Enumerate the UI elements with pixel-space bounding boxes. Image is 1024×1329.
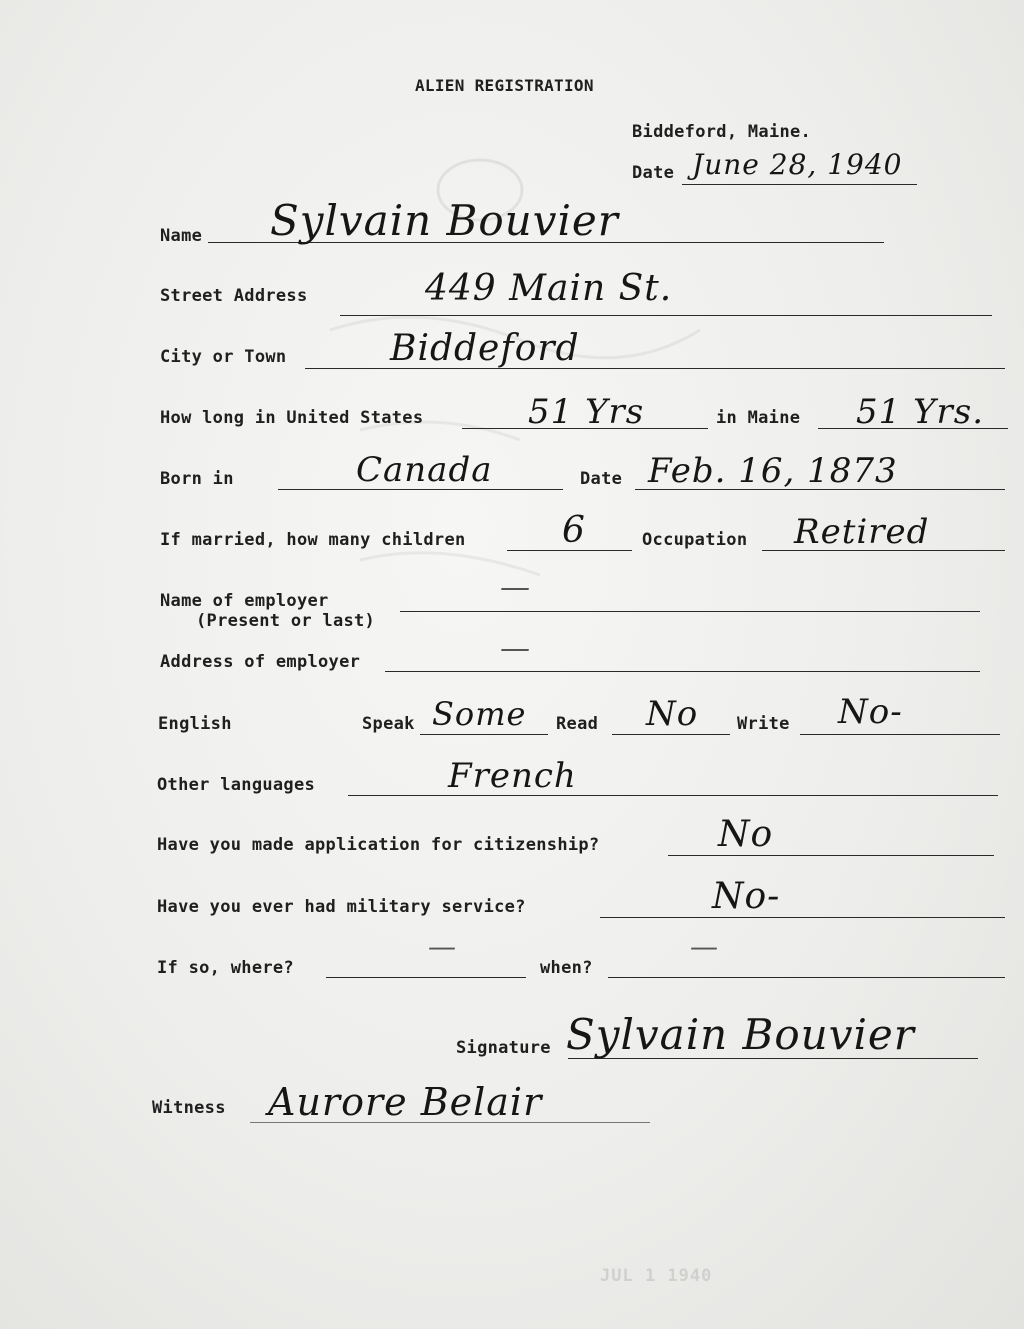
city-header: Biddeford, Maine. [632, 122, 812, 142]
where-entry: — [428, 930, 457, 963]
occupation-entry: Retired [794, 512, 930, 552]
children-entry: 6 [562, 510, 586, 551]
speak-entry: Some [432, 695, 527, 733]
read-entry: No [646, 694, 699, 734]
street-address-entry: 449 Main St. [425, 268, 673, 309]
employer-address-line [385, 671, 980, 672]
street-address-line [340, 315, 992, 316]
street-address-label: Street Address [160, 286, 308, 306]
english-label: English [158, 714, 232, 734]
employer-name-label: Name of employer [160, 591, 329, 611]
when-label: when? [540, 958, 593, 978]
city-or-town-label: City or Town [160, 347, 287, 367]
citizenship-entry: No [718, 814, 774, 855]
born-date-entry: Feb. 16, 1873 [648, 451, 898, 491]
occupation-label: Occupation [642, 530, 748, 550]
date-line [682, 184, 917, 185]
where-line [326, 977, 526, 978]
military-line [600, 917, 1005, 918]
date-entry: June 28, 1940 [692, 148, 903, 181]
born-in-label: Born in [160, 469, 234, 489]
witness-entry: Aurore Belair [268, 1080, 543, 1124]
read-label: Read [556, 714, 599, 734]
write-line [800, 734, 1000, 735]
military-label: Have you ever had military service? [157, 897, 526, 917]
other-languages-label: Other languages [157, 775, 316, 795]
years-us-entry: 51 Yrs [528, 392, 645, 432]
children-label: If married, how many children [160, 530, 466, 550]
born-date-label: Date [580, 469, 623, 489]
signature-label: Signature [456, 1038, 551, 1058]
years-maine-entry: 51 Yrs. [856, 392, 985, 432]
employer-name-line [400, 611, 980, 612]
name-label: Name [160, 226, 203, 246]
write-entry: No- [838, 692, 903, 732]
citizenship-line [668, 855, 994, 856]
when-line [608, 977, 1005, 978]
speak-line [420, 734, 548, 735]
city-or-town-entry: Biddeford [390, 328, 580, 369]
name-entry: Sylvain Bouvier [270, 196, 619, 245]
citizenship-label: Have you made application for citizenship? [157, 835, 600, 855]
employer-name-sublabel: (Present or last) [196, 611, 376, 631]
born-in-entry: Canada [356, 450, 493, 490]
employer-address-label: Address of employer [160, 652, 361, 672]
form-title: ALIEN REGISTRATION [415, 76, 594, 95]
write-label: Write [737, 714, 790, 734]
witness-label: Witness [152, 1098, 226, 1118]
other-languages-entry: French [448, 756, 577, 796]
when-entry: — [690, 930, 719, 963]
how-long-us-label: How long in United States [160, 408, 424, 428]
military-entry: No- [712, 876, 781, 917]
received-stamp: JUL 1 1940 [600, 1266, 713, 1286]
read-line [612, 734, 730, 735]
employer-address-entry: — [500, 631, 531, 666]
if-so-where-label: If so, where? [157, 958, 294, 978]
speak-label: Speak [362, 714, 415, 734]
date-label: Date [632, 163, 675, 183]
employer-name-entry: — [500, 570, 531, 605]
in-maine-label: in Maine [716, 408, 801, 428]
other-languages-line [348, 795, 998, 796]
signature-entry: Sylvain Bouvier [566, 1010, 915, 1059]
